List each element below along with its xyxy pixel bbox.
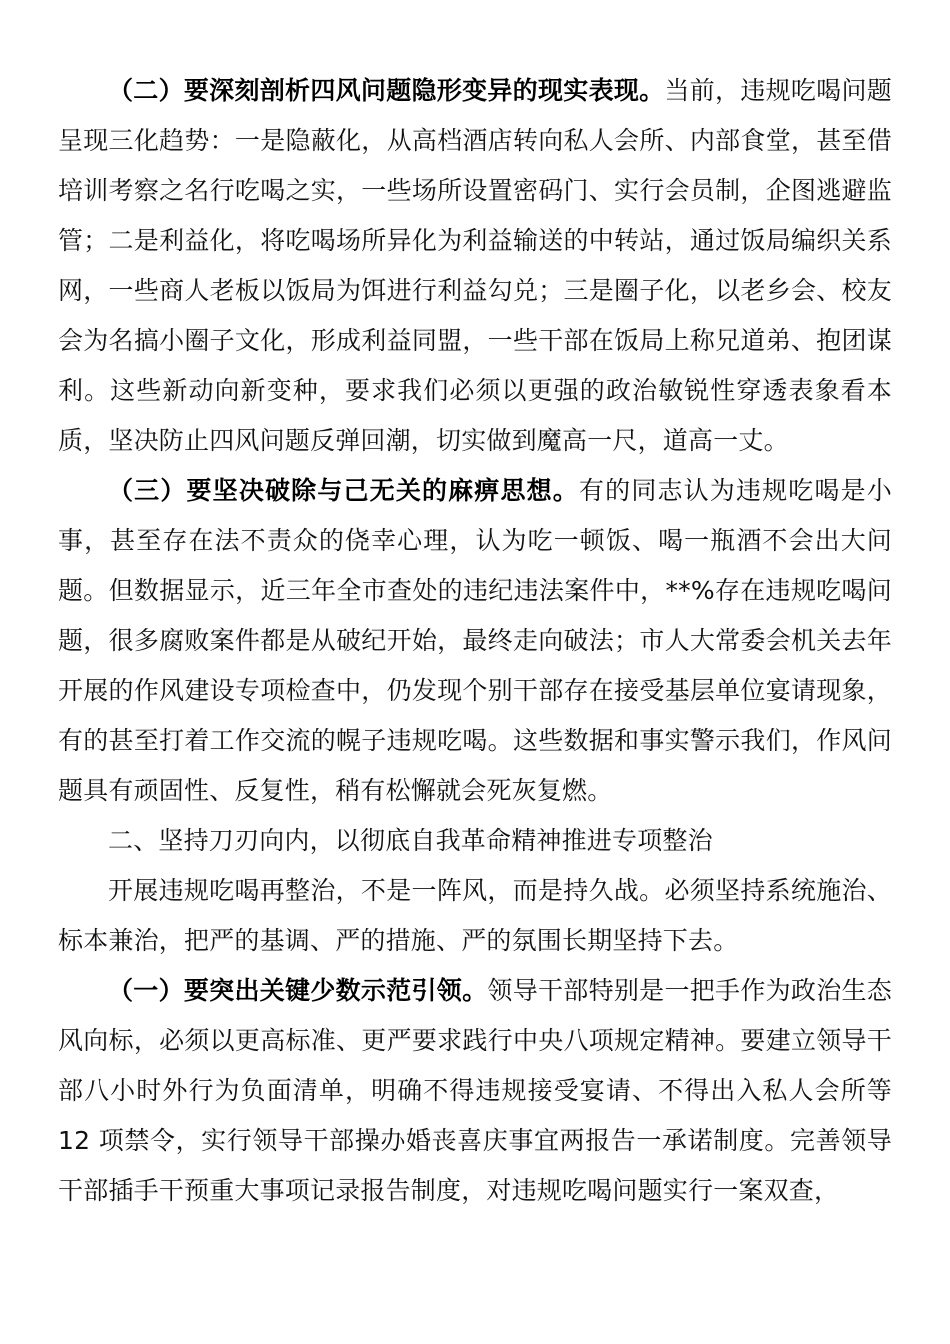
paragraph-intro-2 [58,866,892,966]
paragraph-lead: （一）要突出关键少数示范引领。 [108,976,488,1005]
paragraph-2-3 [58,466,892,816]
paragraph-lead: （三）要坚决破除与己无关的麻痹思想。 [108,476,579,505]
paragraph-lead: （二）要深刻剖析四风问题隐形变异的现实表现。 [108,76,665,105]
section-heading-text: 二、坚持刀刃向内，以彻底自我革命精神推进专项整治 [108,826,713,855]
section-heading-2 [58,816,892,866]
paragraph-body: 有的同志认为违规吃喝是小事，甚至存在法不责众的侥幸心理，认为吃一顿饭、喝一瓶酒不会出大问题。但数据显示，近三年全市查处的违纪违法案件中，**%存在违规吃喝问题，很多腐败案件都是从破纪开始，最终走向破法；市人大常委会机关去年开展的作风建设专项检查中，仍发现个别干部存在接受基层单位宴请现象，有的甚至打着工作交流的幌子违规吃喝。这些数据和事实警示我们，作风问题具有顽固性、反复性，稍有松懈就会死灰复燃。 [58,476,893,805]
paragraph-body: 领导干部特别是一把手作为政治生态风向标，必须以更高标准、更严要求践行中央八项规定精神。要建立领导干部八小时外行为负面清单，明确不得违规接受宴请、不得出入私人会所等 12 项禁令，实行领导干部操办婚丧喜庆事宜两报告一承诺制度。完善领导干部插手干预重大事项记录报告制度，对违规吃喝问题实行一案双查， [58,976,892,1205]
paragraph-body: 当前，违规吃喝问题呈现三化趋势：一是隐蔽化，从高档酒店转向私人会所、内部食堂，甚至借培训考察之名行吃喝之实，一些场所设置密码门、实行会员制，企图逃避监管；二是利益化，将吃喝场所异化为利益输送的中转站，通过饭局编织关系网，一些商人老板以饭局为饵进行利益勾兑；三是圈子化，以老乡会、校友会为名搞小圈子文化，形成利益同盟，一些干部在饭局上称兄道弟、抱团谋利。这些新动向新变种，要求我们必须以更强的政治敏锐性穿透表象看本质，坚决防止四风问题反弹回潮，切实做到魔高一尺，道高一丈。 [58,76,892,455]
paragraph-2-2 [58,66,892,466]
paragraph-body: 开展违规吃喝再整治，不是一阵风，而是持久战。必须坚持系统施治、标本兼治，把严的基调、严的措施、严的氛围长期坚持下去。 [58,876,892,955]
document-page [58,66,892,1216]
paragraph-3-1 [58,966,892,1216]
